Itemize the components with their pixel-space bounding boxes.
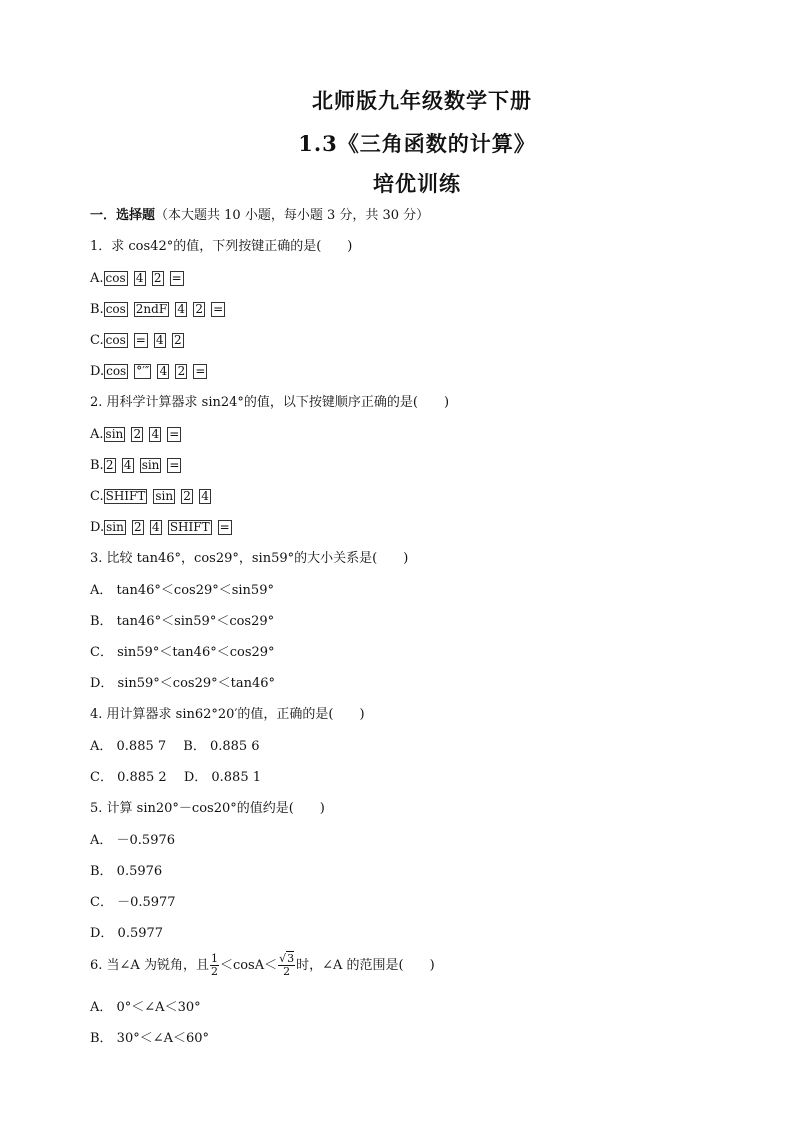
calc-key: 2 [132,520,144,535]
fraction-one-half [210,953,219,978]
option-label: C. [90,489,104,504]
calc-key: = [135,333,146,347]
fraction-denominator: 2 [210,965,218,978]
calc-key: 4 [175,302,187,317]
calc-key: sin [155,489,174,503]
calc-key: cos [105,333,126,347]
q4-options-ab: A． 0.885 7 B． 0.885 6 [90,739,260,754]
calc-key: = [169,458,180,472]
calc-key: cos [105,302,126,316]
q1-option-b [90,301,231,319]
doc-title-line-2: 1.3《三角函数的计算》 [298,131,536,156]
calc-key: cos [106,364,127,378]
calc-key: 2 [181,489,193,504]
doc-title-line-3: 培优训练 [373,171,461,196]
calc-key: SHIFT [169,520,210,534]
q6-stem-pre: 6. 当∠A 为锐角，且 [90,958,209,973]
calc-key: 2 [172,333,184,348]
q3-option-d: D． sin59°＜cos29°＜tan46° [90,676,276,691]
q3-stem: 3. 比较 tan46°，cos29°，sin59°的大小关系是( ) [90,551,409,566]
q1-option-a [90,270,190,288]
q6-stem-post: 时，∠A 的范围是( ) [296,958,435,973]
doc-title-line-1: 北师版九年级数学下册 [312,88,532,113]
q6-option-b: B． 30°＜∠A＜60° [90,1031,210,1046]
calc-key: 2 [193,302,205,317]
fraction-sqrt3-over-2 [278,953,295,978]
q5-option-b: B． 0.5976 [90,864,163,879]
fraction-numerator: 1 [210,952,218,965]
q3-option-a: A． tan46°＜cos29°＜sin59° [90,583,274,598]
q1-stem: 1．求 cos42°的值，下列按键正确的是( ) [90,239,353,254]
calc-key: sin [105,427,124,441]
calc-key: 4 [134,271,146,286]
q6-inequality: ＜cosA＜ [219,958,278,973]
q5-stem: 5. 计算 sin20°－cos20°的值约是( ) [90,801,325,816]
option-label: A. [90,271,104,286]
calc-key: 2 [152,271,164,286]
option-label: B. [90,458,104,473]
q5-option-a: A． －0.5976 [90,833,176,848]
calc-key: 4 [154,333,166,348]
q5-option-d: D． 0.5977 [90,926,164,941]
q6-option-a: A． 0°＜∠A＜30° [90,1000,201,1015]
calc-key: 2ndF [135,302,168,316]
section-note: （本大题共 10 小题，每小题 3 分，共 30 分） [155,208,430,223]
option-label: C. [90,333,104,348]
q2-option-b [90,457,187,475]
q3-option-b: B． tan46°＜sin59°＜cos29° [90,614,275,629]
q1-option-d [90,363,213,381]
section-heading [90,207,429,225]
q4-stem: 4. 用计算器求 sin62°20′的值，正确的是( ) [90,707,365,722]
calc-key: SHIFT [105,489,146,503]
calc-key: 2 [104,458,116,473]
q4-options-cd: C． 0.885 2 D． 0.885 1 [90,770,262,785]
option-label: B. [90,302,104,317]
q3-option-c: C． sin59°＜tan46°＜cos29° [90,645,275,660]
calc-key: 4 [150,520,162,535]
q2-option-a [90,426,187,444]
calc-key: 4 [157,364,169,379]
calc-key: 4 [122,458,134,473]
q6-stem [90,953,435,979]
calc-key: sin [106,520,124,534]
calc-key: = [171,271,182,285]
section-label: 一．选择题 [90,208,156,223]
calc-key: = [195,364,206,378]
option-label: D. [90,364,105,379]
calc-key: sin [141,458,160,472]
sqrt-icon: √ [279,952,287,965]
calc-key: cos [105,271,126,285]
calc-key: 4 [149,427,161,442]
q5-option-c: C． －0.5977 [90,895,176,910]
q2-option-d [90,519,238,537]
calc-key: = [219,520,230,534]
option-label: A. [90,427,104,442]
calc-key: 2 [175,364,187,379]
radicand: 3 [287,952,295,965]
calc-key: 2 [131,427,143,442]
calc-key: °′″ [136,364,150,378]
calc-key: = [169,427,180,441]
fraction-denominator: 2 [283,965,291,978]
calc-key: = [213,302,224,316]
q1-option-c [90,332,190,350]
q2-option-c [90,488,217,506]
q2-stem: 2. 用科学计算器求 sin24°的值，以下按键顺序正确的是( ) [90,395,450,410]
calc-key: 4 [199,489,211,504]
option-label: D. [90,520,105,535]
